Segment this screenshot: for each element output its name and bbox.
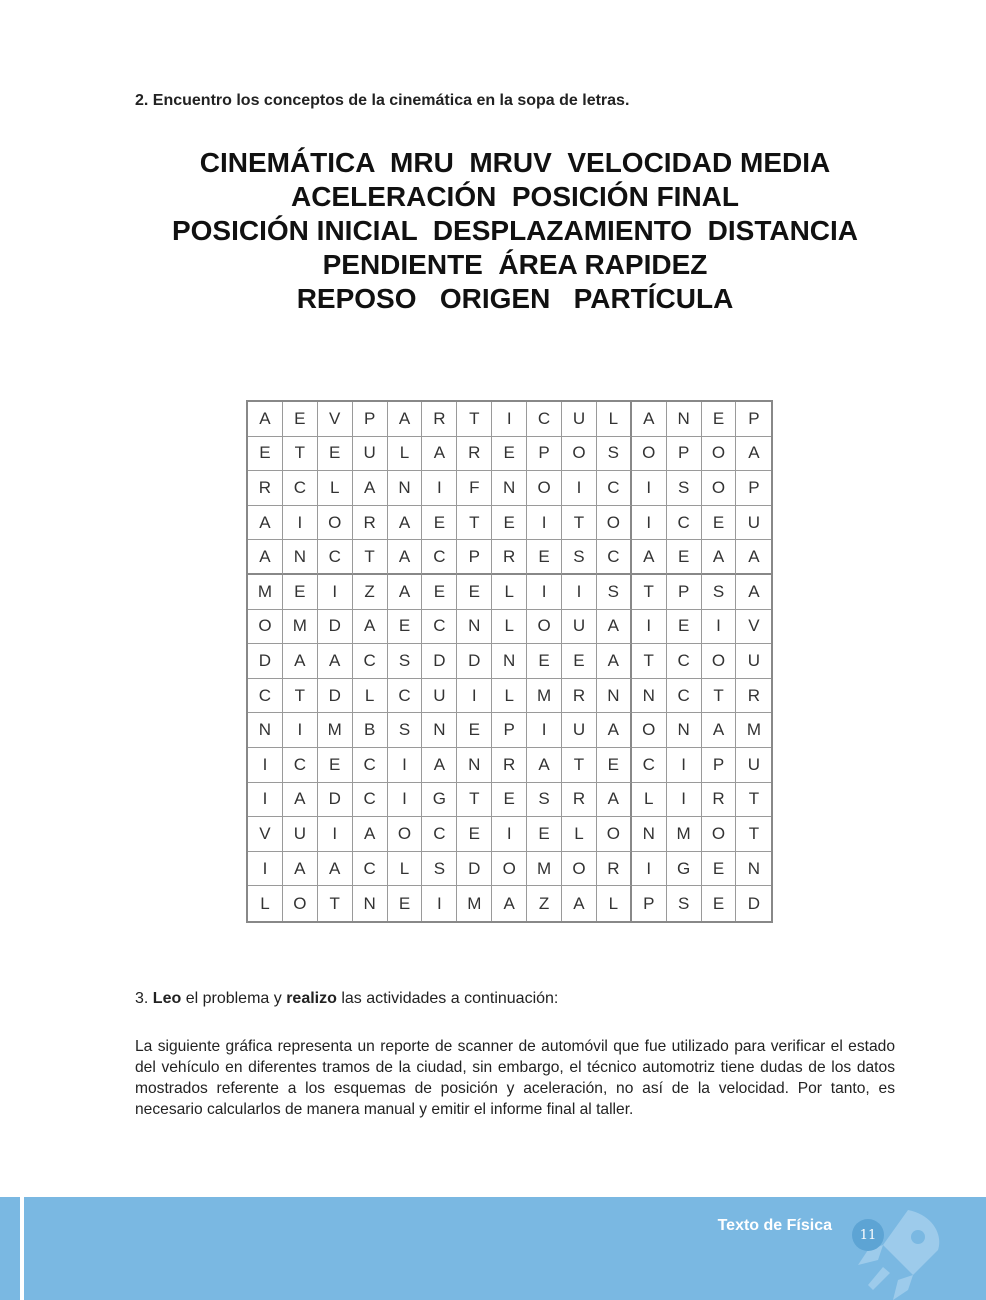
- grid-cell: N: [597, 679, 632, 714]
- grid-cell: C: [422, 817, 457, 852]
- grid-cell: R: [702, 783, 737, 818]
- grid-cell: D: [318, 610, 353, 645]
- grid-cell: U: [562, 402, 597, 437]
- grid-cell: A: [353, 471, 388, 506]
- grid-cell: A: [632, 402, 667, 437]
- grid-cell: U: [736, 644, 771, 679]
- grid-cell: M: [527, 852, 562, 887]
- grid-cell: O: [597, 817, 632, 852]
- grid-cell: D: [318, 679, 353, 714]
- word-search-grid: [246, 400, 773, 923]
- grid-cell: N: [283, 540, 318, 575]
- grid-cell: L: [562, 817, 597, 852]
- grid-cell: L: [492, 679, 527, 714]
- grid-cell: E: [667, 540, 702, 575]
- grid-cell: I: [388, 748, 423, 783]
- grid-cell: P: [667, 437, 702, 472]
- grid-cell: I: [527, 575, 562, 610]
- grid-cell: A: [248, 506, 283, 541]
- grid-cell: L: [597, 886, 632, 921]
- grid-cell: A: [597, 644, 632, 679]
- grid-cell: O: [388, 817, 423, 852]
- grid-cell: L: [388, 437, 423, 472]
- page-footer: [0, 1197, 986, 1300]
- grid-cell: T: [632, 644, 667, 679]
- grid-cell: N: [492, 471, 527, 506]
- grid-cell: V: [318, 402, 353, 437]
- page-number: 11: [852, 1219, 884, 1251]
- grid-cell: R: [492, 540, 527, 575]
- grid-cell: R: [353, 506, 388, 541]
- grid-cell: E: [422, 506, 457, 541]
- grid-cell: I: [422, 886, 457, 921]
- grid-cell: E: [702, 886, 737, 921]
- grid-cell: R: [562, 679, 597, 714]
- grid-cell: T: [457, 402, 492, 437]
- grid-cell: A: [353, 610, 388, 645]
- grid-cell: I: [632, 610, 667, 645]
- grid-cell: S: [388, 713, 423, 748]
- grid-cell: N: [422, 713, 457, 748]
- grid-cell: A: [318, 852, 353, 887]
- word-bank-line: ACELERACIÓN POSICIÓN FINAL: [290, 181, 739, 212]
- grid-cell: C: [422, 610, 457, 645]
- grid-cell: R: [736, 679, 771, 714]
- grid-cell: A: [597, 610, 632, 645]
- grid-cell: N: [353, 886, 388, 921]
- grid-cell: U: [562, 713, 597, 748]
- grid-cell: O: [527, 471, 562, 506]
- grid-cell: T: [283, 679, 318, 714]
- grid-cell: R: [248, 471, 283, 506]
- grid-cell: I: [492, 402, 527, 437]
- grid-cell: S: [562, 540, 597, 575]
- grid-cell: P: [702, 748, 737, 783]
- grid-cell: D: [422, 644, 457, 679]
- grid-cell: E: [527, 540, 562, 575]
- grid-cell: V: [248, 817, 283, 852]
- grid-cell: C: [597, 540, 632, 575]
- grid-cell: E: [422, 575, 457, 610]
- grid-cell: E: [318, 437, 353, 472]
- grid-cell: A: [388, 506, 423, 541]
- word-bank-line: CINEMÁTICA MRU MRUV VELOCIDAD MEDIA: [199, 147, 831, 178]
- grid-cell: A: [283, 644, 318, 679]
- grid-cell: R: [422, 402, 457, 437]
- grid-cell: I: [632, 852, 667, 887]
- grid-cell: G: [422, 783, 457, 818]
- grid-cell: T: [457, 506, 492, 541]
- grid-cell: R: [457, 437, 492, 472]
- grid-cell: A: [632, 540, 667, 575]
- grid-cell: O: [318, 506, 353, 541]
- grid-cell: A: [248, 402, 283, 437]
- grid-cell: C: [353, 644, 388, 679]
- grid-cell: P: [736, 402, 771, 437]
- grid-cell: O: [283, 886, 318, 921]
- grid-cell: C: [353, 783, 388, 818]
- grid-cell: N: [248, 713, 283, 748]
- word-bank: [0, 146, 986, 316]
- grid-cell: P: [353, 402, 388, 437]
- grid-cell: S: [667, 471, 702, 506]
- grid-cell: C: [667, 644, 702, 679]
- grid-cell: C: [632, 748, 667, 783]
- grid-cell: C: [667, 679, 702, 714]
- grid-cell: E: [248, 437, 283, 472]
- grid-cell: L: [318, 471, 353, 506]
- grid-cell: P: [667, 575, 702, 610]
- grid-cell: N: [736, 852, 771, 887]
- grid-cell: A: [388, 575, 423, 610]
- grid-cell: N: [632, 679, 667, 714]
- grid-cell: I: [667, 748, 702, 783]
- grid-cell: N: [388, 471, 423, 506]
- grid-cell: M: [527, 679, 562, 714]
- grid-cell: I: [527, 713, 562, 748]
- grid-cell: O: [702, 817, 737, 852]
- grid-cell: A: [388, 540, 423, 575]
- grid-cell: T: [457, 783, 492, 818]
- grid-cell: A: [527, 748, 562, 783]
- grid-cell: U: [736, 506, 771, 541]
- grid-cell: T: [702, 679, 737, 714]
- grid-cell: N: [667, 402, 702, 437]
- grid-cell: C: [388, 679, 423, 714]
- grid-cell: I: [667, 783, 702, 818]
- grid-cell: I: [318, 817, 353, 852]
- grid-cell: C: [422, 540, 457, 575]
- grid-cell: A: [736, 437, 771, 472]
- grid-cell: P: [492, 713, 527, 748]
- grid-cell: G: [667, 852, 702, 887]
- grid-cell: P: [736, 471, 771, 506]
- grid-cell: S: [388, 644, 423, 679]
- grid-cell: O: [527, 610, 562, 645]
- footer-title: Texto de Física: [717, 1217, 832, 1234]
- grid-cell: D: [248, 644, 283, 679]
- grid-cell: I: [248, 852, 283, 887]
- grid-cell: N: [632, 817, 667, 852]
- grid-cell: O: [248, 610, 283, 645]
- grid-cell: S: [597, 575, 632, 610]
- task3-text-end: las actividades a continuación:: [341, 990, 559, 1007]
- grid-cell: T: [736, 817, 771, 852]
- grid-cell: D: [457, 644, 492, 679]
- grid-cell: T: [562, 506, 597, 541]
- grid-cell: U: [562, 610, 597, 645]
- grid-cell: A: [422, 748, 457, 783]
- grid-cell: O: [702, 644, 737, 679]
- grid-cell: A: [492, 886, 527, 921]
- grid-cell: L: [632, 783, 667, 818]
- grid-cell: I: [283, 506, 318, 541]
- grid-cell: M: [248, 575, 283, 610]
- grid-cell: L: [597, 402, 632, 437]
- grid-cell: A: [388, 402, 423, 437]
- grid-cell: P: [527, 437, 562, 472]
- grid-cell: I: [562, 575, 597, 610]
- grid-cell: R: [597, 852, 632, 887]
- word-bank-line: POSICIÓN INICIAL DESPLAZAMIENTO DISTANCIA: [171, 215, 859, 246]
- grid-cell: A: [248, 540, 283, 575]
- grid-cell: N: [457, 748, 492, 783]
- grid-cell: E: [702, 506, 737, 541]
- grid-cell: E: [388, 610, 423, 645]
- grid-cell: T: [632, 575, 667, 610]
- grid-cell: E: [492, 783, 527, 818]
- task3-verb-leo: Leo: [152, 990, 182, 1007]
- grid-cell: E: [527, 817, 562, 852]
- grid-cell: O: [562, 852, 597, 887]
- grid-cell: T: [736, 783, 771, 818]
- grid-cell: E: [283, 575, 318, 610]
- grid-cell: C: [667, 506, 702, 541]
- grid-cell: F: [457, 471, 492, 506]
- grid-cell: A: [597, 713, 632, 748]
- grid-cell: C: [527, 402, 562, 437]
- grid-cell: D: [457, 852, 492, 887]
- grid-cell: T: [318, 886, 353, 921]
- grid-cell: A: [702, 540, 737, 575]
- grid-cell: P: [457, 540, 492, 575]
- grid-cell: M: [736, 713, 771, 748]
- grid-cell: P: [632, 886, 667, 921]
- grid-cell: S: [702, 575, 737, 610]
- grid-cell: C: [353, 852, 388, 887]
- grid-cell: I: [388, 783, 423, 818]
- grid-cell: E: [283, 402, 318, 437]
- grid-cell: A: [562, 886, 597, 921]
- grid-cell: A: [597, 783, 632, 818]
- grid-cell: L: [388, 852, 423, 887]
- grid-cell: I: [248, 748, 283, 783]
- grid-cell: I: [632, 471, 667, 506]
- grid-cell: I: [527, 506, 562, 541]
- footer-stripe: [20, 1197, 24, 1300]
- grid-cell: M: [667, 817, 702, 852]
- grid-cell: O: [492, 852, 527, 887]
- grid-cell: N: [457, 610, 492, 645]
- grid-cell: R: [492, 748, 527, 783]
- grid-cell: I: [318, 575, 353, 610]
- rocket-icon: [838, 1205, 948, 1300]
- grid-cell: C: [353, 748, 388, 783]
- grid-cell: Z: [527, 886, 562, 921]
- grid-cell: E: [702, 402, 737, 437]
- grid-cell: S: [667, 886, 702, 921]
- task3-number: 3.: [135, 990, 149, 1007]
- grid-cell: O: [632, 437, 667, 472]
- grid-cell: O: [702, 471, 737, 506]
- grid-cell: U: [353, 437, 388, 472]
- grid-cell: S: [597, 437, 632, 472]
- grid-cell: S: [422, 852, 457, 887]
- grid-cell: I: [562, 471, 597, 506]
- grid-cell: Z: [353, 575, 388, 610]
- word-bank-line: PENDIENTE ÁREA RAPIDEZ: [322, 249, 708, 280]
- grid-cell: A: [353, 817, 388, 852]
- grid-cell: I: [492, 817, 527, 852]
- grid-cell: U: [736, 748, 771, 783]
- grid-cell: O: [562, 437, 597, 472]
- grid-cell: I: [457, 679, 492, 714]
- grid-cell: E: [597, 748, 632, 783]
- grid-cell: A: [736, 575, 771, 610]
- grid-cell: U: [422, 679, 457, 714]
- grid-cell: E: [667, 610, 702, 645]
- grid-cell: E: [492, 506, 527, 541]
- grid-cell: T: [562, 748, 597, 783]
- grid-cell: C: [597, 471, 632, 506]
- grid-cell: A: [702, 713, 737, 748]
- grid-cell: A: [736, 540, 771, 575]
- grid-cell: E: [527, 644, 562, 679]
- grid-cell: L: [492, 610, 527, 645]
- grid-cell: T: [283, 437, 318, 472]
- grid-cell: I: [422, 471, 457, 506]
- grid-cell: L: [248, 886, 283, 921]
- grid-cell: M: [283, 610, 318, 645]
- grid-cell: A: [283, 783, 318, 818]
- task3-instruction: [135, 990, 558, 1008]
- grid-cell: L: [492, 575, 527, 610]
- task3-verb-realizo: realizo: [286, 990, 337, 1007]
- grid-cell: C: [283, 471, 318, 506]
- grid-cell: A: [422, 437, 457, 472]
- grid-cell: U: [283, 817, 318, 852]
- grid-cell: S: [527, 783, 562, 818]
- grid-cell: I: [283, 713, 318, 748]
- grid-cell: E: [457, 713, 492, 748]
- grid-cell: E: [562, 644, 597, 679]
- grid-cell: C: [283, 748, 318, 783]
- grid-cell: C: [248, 679, 283, 714]
- grid-cell: E: [457, 575, 492, 610]
- grid-cell: T: [353, 540, 388, 575]
- problem-paragraph: La siguiente gráfica representa un reporte de scanner de automóvil que fue utilizado para verificar el estado del vehículo en diferentes tramos de la ciudad, sin embargo, el técnico automotriz tiene dudas de los datos mostrados referente a los esquemas de posición y aceleración, no así de la velocidad. Por tanto, es necesario calcularlos de manera manual y emitir el informe final al taller.: [135, 1038, 895, 1118]
- grid-cell: N: [667, 713, 702, 748]
- grid-cell: R: [562, 783, 597, 818]
- grid-cell: I: [632, 506, 667, 541]
- word-bank-line: REPOSO ORIGEN PARTÍCULA: [296, 283, 734, 314]
- grid-cell: D: [318, 783, 353, 818]
- task2-heading: 2. Encuentro los conceptos de la cinemática en la sopa de letras.: [135, 92, 630, 109]
- grid-cell: E: [492, 437, 527, 472]
- grid-cell: V: [736, 610, 771, 645]
- grid-cell: M: [318, 713, 353, 748]
- grid-cell: O: [632, 713, 667, 748]
- grid-cell: A: [318, 644, 353, 679]
- grid-cell: I: [248, 783, 283, 818]
- grid-cell: E: [318, 748, 353, 783]
- grid-cell: E: [457, 817, 492, 852]
- grid-cell: C: [318, 540, 353, 575]
- grid-cell: B: [353, 713, 388, 748]
- grid-cell: O: [702, 437, 737, 472]
- grid-cell: D: [747, 893, 761, 913]
- grid-cell: O: [597, 506, 632, 541]
- grid-cell: I: [702, 610, 737, 645]
- grid-cell: A: [283, 852, 318, 887]
- grid-cell: E: [388, 886, 423, 921]
- task3-text: el problema y: [185, 990, 282, 1007]
- grid-cell: L: [353, 679, 388, 714]
- grid-cell: N: [492, 644, 527, 679]
- grid-cell: E: [702, 852, 737, 887]
- grid-cell: M: [457, 886, 492, 921]
